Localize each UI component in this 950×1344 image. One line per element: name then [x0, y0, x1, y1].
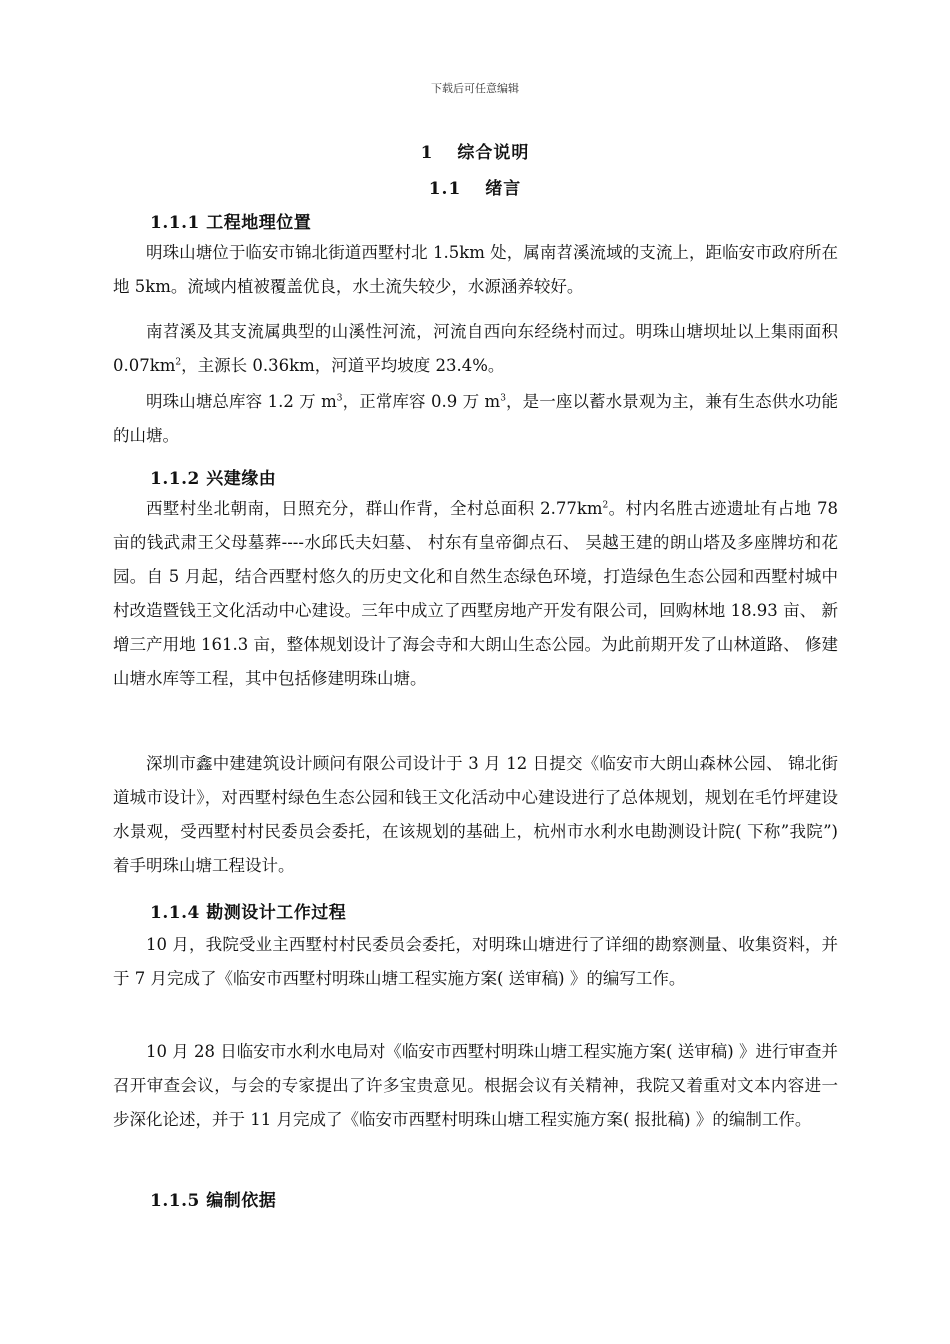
paragraph-location-1: 明珠山塘位于临安市锦北街道西墅村北 1.5km 处，属南苕溪流域的支流上，距临安市政府所在地 5km。流域内植被覆盖优良，水土流失较少，水源涵养较好。 — [113, 243, 838, 296]
superscript: 3 — [500, 393, 506, 404]
text-run: ，是一座以蓄水景观为主，兼有生态供水功能的山塘。 — [113, 392, 839, 445]
text-run: 南苕溪及其支流属典型的山溪性河流，河流自西向东经绕村而过。明珠山塘坝址以上集雨面积 0.07km — [113, 322, 838, 375]
text-run: ，正常库容 0.9 万 m — [342, 392, 501, 411]
paragraph-process-2: 10 月 28 日临安市水利水电局对《临安市西墅村明珠山塘工程实施方案( 送审稿) 》进行审查并召开审查会议，与会的专家提出了许多宝贵意见。根据会议有关精神，我院又着重对文本内容进一步深化论述，并于 11 月完成了《临安市西墅村明珠山塘工程实施方案( 报批稿) 》的编制工作。 — [113, 1042, 838, 1129]
superscript: 2 — [602, 500, 609, 511]
section-title-text: 绪言 — [485, 179, 522, 199]
paragraph-location-3 — [113, 385, 838, 453]
paragraph-location-2 — [113, 315, 838, 383]
superscript: 2 — [175, 357, 182, 368]
heading-1-1-1: 1.1.1 工程地理位置 — [150, 213, 312, 233]
text-run: 明珠山塘总库容 1.2 万 m — [146, 392, 337, 411]
superscript: 3 — [336, 393, 343, 404]
chapter-title — [0, 138, 950, 163]
text-run: ，主源长 0.36km，河道平均坡度 23.4%。 — [181, 356, 505, 375]
heading-1-1-2: 1.1.2 兴建缘由 — [150, 469, 277, 489]
heading-1-1-4: 1.1.4 勘测设计工作过程 — [150, 903, 347, 923]
chapter-title-text: 综合说明 — [457, 143, 530, 163]
paragraph-reason-1 — [113, 492, 838, 696]
text-run: 西墅村坐北朝南，日照充分，群山作背，全村总面积 2.77km — [146, 499, 603, 518]
chapter-number: 1 — [420, 143, 434, 163]
section-number: 1.1 — [428, 179, 462, 199]
paragraph-reason-2: 深圳市鑫中建建筑设计顾问有限公司设计于 3 月 12 日提交《临安市大朗山森林公园、 锦北街道城市设计》，对西墅村绿色生态公园和钱王文化活动中心建设进行了总体规划，规划在毛竹坪建设水景观，受西墅村村民委员会委托，在该规划的基础上，杭州市水利水电勘测设计院( 下称”我院”) 着手明珠山塘工程设计。 — [113, 754, 838, 875]
heading-1-1-5: 1.1.5 编制依据 — [150, 1191, 277, 1211]
section-title — [0, 174, 950, 199]
header-note: 下载后可任意编辑 — [431, 82, 519, 95]
paragraph-process-1: 10 月，我院受业主西墅村村民委员会委托，对明珠山塘进行了详细的勘察测量、收集资料，并于 7 月完成了《临安市西墅村明珠山塘工程实施方案( 送审稿) 》的编写工作。 — [113, 935, 838, 988]
text-run: 。村内名胜古迹遗址有占地 78 亩的钱武肃王父母墓葬----水邱氏夫妇墓、 村东有皇帝御点石、 吴越王建的朗山塔及多座牌坊和花园。自 5 月起，结合西墅村悠久的历史文化和自然生态绿色环境，打造绿色生态公园和西墅村城中村改造暨钱王文化活动中心建设。三年中成立了西墅房地产开发有限公司，回购林地 18.93 亩、 新增三产用地 161.3 亩，整体规划设计了海会寺和大朗山生态公园。为此前期开发了山林道路、 修建山塘水库等工程，其中包括修建明珠山塘。 — [113, 499, 838, 688]
